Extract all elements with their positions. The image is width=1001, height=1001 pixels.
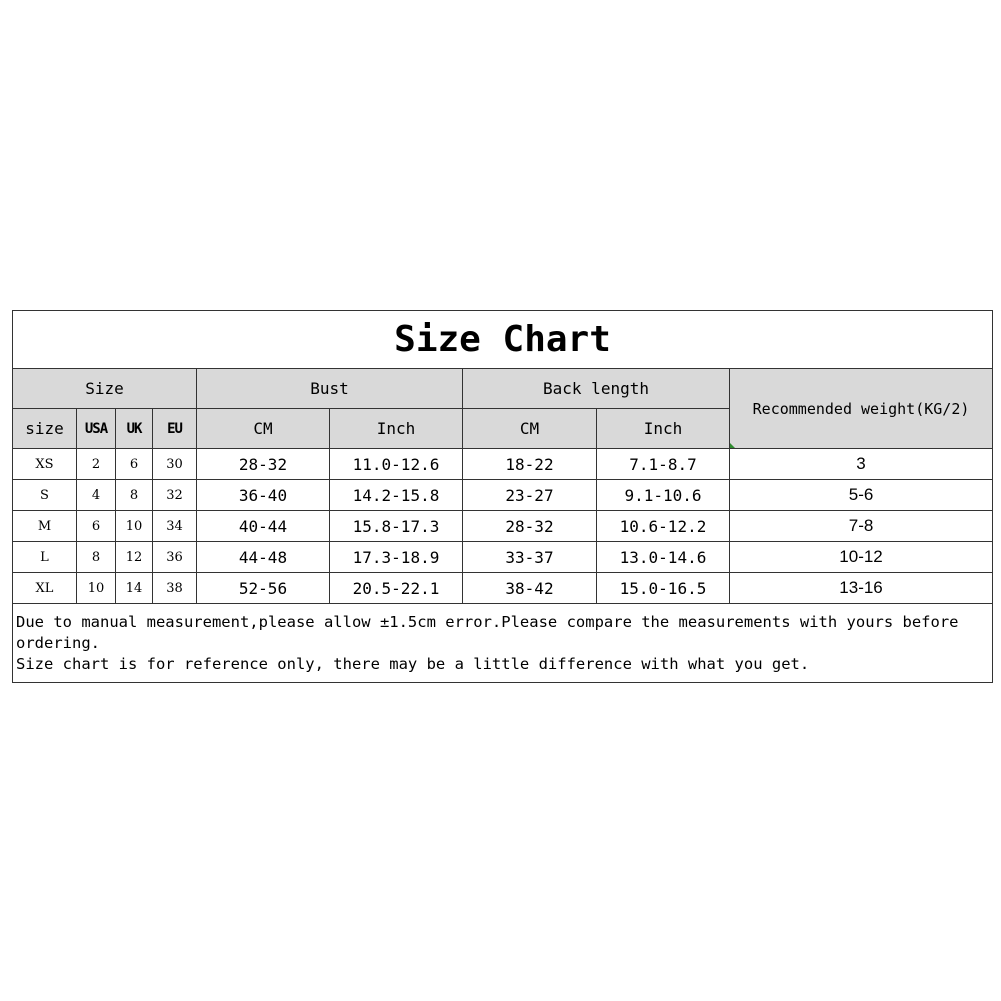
- cell-eu: 38: [153, 573, 197, 604]
- subheader-usa: USA: [77, 409, 116, 449]
- size-chart-table: [12, 310, 993, 683]
- subheader-size: size: [13, 409, 77, 449]
- table-row: [13, 449, 993, 480]
- cell-bust-cm: 36-40: [197, 480, 330, 511]
- table-row: [13, 480, 993, 511]
- cell-size: XL: [13, 573, 77, 604]
- cell-back-inch: 7.1-8.7: [597, 449, 730, 480]
- cell-back-inch: 10.6-12.2: [597, 511, 730, 542]
- cell-size: M: [13, 511, 77, 542]
- cell-back-inch: 9.1-10.6: [597, 480, 730, 511]
- cell-weight: 3: [730, 449, 993, 480]
- cell-weight: 13-16: [730, 573, 993, 604]
- cell-size: XS: [13, 449, 77, 480]
- subheader-eu: EU: [153, 409, 197, 449]
- cell-bust-inch: 15.8-17.3: [330, 511, 463, 542]
- cell-uk: 10: [116, 511, 153, 542]
- cell-back-cm: 28-32: [463, 511, 597, 542]
- weight-header-label: Recommended weight(KG/2): [752, 399, 970, 418]
- cell-uk: 14: [116, 573, 153, 604]
- cell-eu: 36: [153, 542, 197, 573]
- cell-usa: 4: [77, 480, 116, 511]
- cell-back-cm: 23-27: [463, 480, 597, 511]
- group-header-bust: Bust: [197, 369, 463, 409]
- cell-back-inch: 13.0-14.6: [597, 542, 730, 573]
- cell-bust-cm: 28-32: [197, 449, 330, 480]
- note-reference-only: Size chart is for reference only, there may be a little difference with what you get.: [16, 655, 810, 673]
- cell-uk: 12: [116, 542, 153, 573]
- cell-size: S: [13, 480, 77, 511]
- cell-bust-inch: 20.5-22.1: [330, 573, 463, 604]
- cell-bust-inch: 11.0-12.6: [330, 449, 463, 480]
- cell-usa: 2: [77, 449, 116, 480]
- subheader-uk: UK: [116, 409, 153, 449]
- subheader-bust-inch: Inch: [330, 409, 463, 449]
- cell-usa: 10: [77, 573, 116, 604]
- cell-uk: 6: [116, 449, 153, 480]
- table-row: [13, 511, 993, 542]
- cell-eu: 34: [153, 511, 197, 542]
- cell-corner-marker: [730, 443, 735, 448]
- cell-back-inch: 15.0-16.5: [597, 573, 730, 604]
- table-row: [13, 542, 993, 573]
- cell-eu: 30: [153, 449, 197, 480]
- cell-back-cm: 18-22: [463, 449, 597, 480]
- subheader-bust-cm: CM: [197, 409, 330, 449]
- cell-usa: 8: [77, 542, 116, 573]
- table-row: [13, 573, 993, 604]
- cell-usa: 6: [77, 511, 116, 542]
- cell-bust-inch: 14.2-15.8: [330, 480, 463, 511]
- group-header-size: Size: [13, 369, 197, 409]
- cell-back-cm: 33-37: [463, 542, 597, 573]
- cell-bust-inch: 17.3-18.9: [330, 542, 463, 573]
- cell-bust-cm: 44-48: [197, 542, 330, 573]
- cell-size: L: [13, 542, 77, 573]
- cell-weight: 7-8: [730, 511, 993, 542]
- cell-weight: 5-6: [730, 480, 993, 511]
- group-header-back-length: Back length: [463, 369, 730, 409]
- cell-uk: 8: [116, 480, 153, 511]
- cell-bust-cm: 52-56: [197, 573, 330, 604]
- cell-back-cm: 38-42: [463, 573, 597, 604]
- subheader-back-cm: CM: [463, 409, 597, 449]
- note-measurement-error: Due to manual measurement,please allow ±1.5cm error.Please compare the measurements with yours before ordering.: [16, 613, 959, 652]
- chart-title: Size Chart: [13, 311, 993, 369]
- subheader-back-inch: Inch: [597, 409, 730, 449]
- cell-bust-cm: 40-44: [197, 511, 330, 542]
- group-header-weight: [730, 369, 993, 449]
- cell-weight: 10-12: [730, 542, 993, 573]
- measurement-notes: [13, 604, 993, 683]
- cell-eu: 32: [153, 480, 197, 511]
